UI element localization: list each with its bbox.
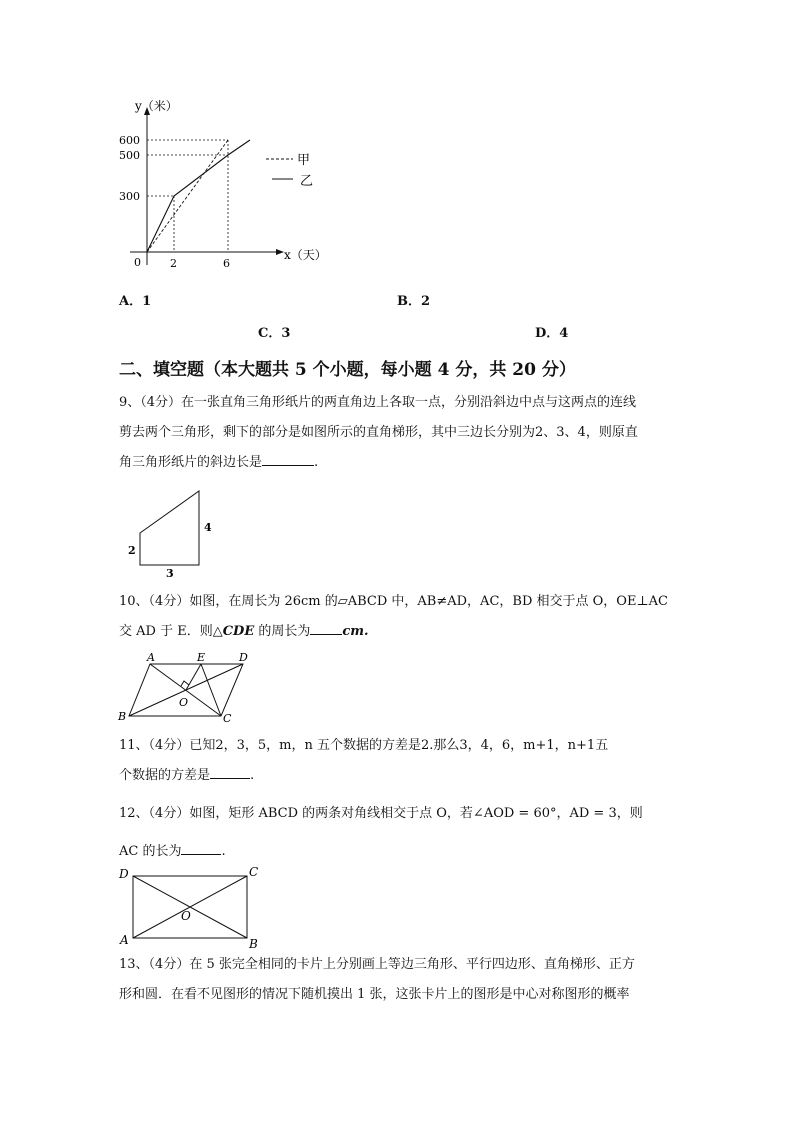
distance-time-graph: [110, 95, 340, 275]
x-axis-arrow: [276, 249, 284, 255]
question-12: [119, 799, 679, 867]
legend-jia-label: 甲: [297, 153, 311, 168]
point-d: D: [239, 651, 248, 664]
option-d: D．4: [535, 326, 569, 341]
point-c: C: [223, 712, 232, 725]
option-b: B．2: [397, 294, 431, 309]
q11-line-1: 11、（4分）已知2，3，5，m，n 五个数据的方差是2.那么3，4，6，m+1，n+1五: [119, 738, 609, 753]
answer-blank[interactable]: [262, 451, 314, 466]
trapezoid-label-4: 4: [204, 521, 212, 534]
point-o: O: [179, 696, 189, 709]
section-heading: 二、填空题（本大题共 5 个小题，每小题 4 分，共 20 分）: [119, 360, 576, 380]
q12-line-1: 12、（4分）如图，矩形 ABCD 的两条对角线相交于点 O，若∠AOD = 60°，AD = 3，则: [119, 806, 643, 821]
option-a: A．1: [119, 294, 152, 309]
y-axis-label: y（米）: [135, 99, 178, 113]
answer-blank[interactable]: [210, 764, 250, 779]
q9-line-2: 剪去两个三角形，剩下的部分是如图所示的直角梯形，其中三边长分别为2、3、4，则原直: [119, 425, 638, 440]
y-tick-500: 500: [119, 149, 140, 162]
point-a: A: [147, 651, 155, 664]
point-o: O: [181, 909, 191, 923]
right-angle-mark: [181, 681, 189, 686]
q10-line-2: 交 AD 于 E．则△CDE 的周长为 cm.: [119, 617, 679, 647]
trapezoid-shape: [140, 491, 199, 565]
question-9: [119, 388, 679, 478]
q13-line-1: 13、（4分）在 5 张完全相同的卡片上分别画上等边三角形、平行四边形、直角梯形、正方: [119, 957, 635, 972]
q13-line-2: 形和圆．在看不见图形的情况下随机摸出 1 张，这张卡片上的图形是中心对称图形的概率: [119, 987, 630, 1002]
point-b: B: [118, 710, 127, 723]
rectangle-figure: [115, 862, 265, 952]
x-tick-6: 6: [223, 257, 230, 270]
x-axis-label: x（天）: [284, 248, 327, 262]
parallelogram-figure: [115, 650, 255, 725]
answer-blank[interactable]: [310, 620, 342, 635]
answer-blank[interactable]: [181, 840, 221, 855]
origin-label: 0: [134, 256, 141, 269]
question-11: [119, 731, 679, 791]
series-yi: [147, 140, 250, 252]
q9-line-3: 角三角形纸片的斜边长是 .: [119, 448, 679, 478]
question-10: [119, 587, 679, 647]
q11-line-2: 个数据的方差是 .: [119, 761, 679, 791]
q12-line-2: AC 的长为 .: [119, 837, 679, 867]
point-e: E: [197, 651, 206, 664]
option-c: C．3: [258, 326, 291, 341]
q10-line-1: 10、（4分）如图，在周长为 26cm 的▱ABCD 中，AB≠AD，AC，BD 相交于点 O，OE⊥AC: [119, 594, 668, 609]
q9-line-1: 9、（4分）在一张直角三角形纸片的两直角边上各取一点，分别沿斜边中点与这两点的连线: [119, 395, 637, 410]
point-b: B: [249, 937, 258, 951]
trapezoid-label-2: 2: [128, 544, 136, 557]
point-d: D: [119, 867, 129, 881]
trapezoid-label-3: 3: [166, 567, 174, 580]
point-a: A: [120, 933, 129, 947]
trapezoid-figure: [120, 485, 220, 580]
legend-yi-label: 乙: [300, 174, 314, 189]
y-tick-300: 300: [119, 190, 140, 203]
point-c: C: [249, 865, 259, 879]
y-tick-600: 600: [119, 134, 140, 147]
question-13: [119, 950, 679, 1010]
x-tick-2: 2: [170, 257, 177, 270]
